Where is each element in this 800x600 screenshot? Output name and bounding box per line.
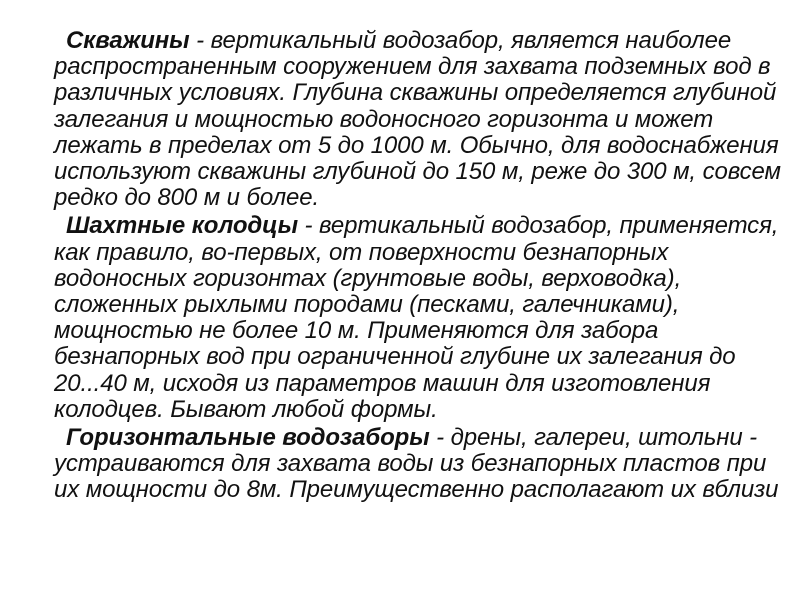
paragraph-horizontal-intakes-text: - дрены, галереи, штольни - устраиваются для захвата воды из безнапорных пластов при их мощности до 8м. Преимущественно располагают их вблизи bbox=[54, 424, 779, 504]
paragraph-shaft-wells bbox=[54, 213, 784, 423]
paragraph-shaft-wells-text: - вертикальный водозабор, применяется, как правило, во-первых, от поверхности безнапорных водоносных горизонтах (грунтовые воды, верховодка), сложенных рыхлыми породами (песками, галечниками), мощностью не более 10 м. Применяются для забора безнапорных вод при ограниченной глубине их залегания до 20...40 м, исходя из параметров машин для изготовления колодцев. Бывают любой формы. bbox=[54, 212, 779, 423]
paragraph-wells-text: - вертикальный водозабор, является наиболее распространенным сооружением для захвата подземных вод в различных условиях. Глубина скважины определяется глубиной залегания и мощностью водоносного горизонта и может лежать в пределах от 5 до 1000 м. Обычно, для водоснабжения используют скважины глубиной до 150 м, реже до 300 м, совсем редко до 800 м и более. bbox=[54, 27, 781, 212]
term-shaft-wells: Шахтные колодцы bbox=[66, 212, 298, 240]
term-wells: Скважины bbox=[66, 27, 190, 54]
term-horizontal-intakes: Горизонтальные водозаборы bbox=[66, 424, 430, 452]
text-body bbox=[54, 28, 784, 506]
paragraph-wells bbox=[54, 28, 784, 211]
paragraph-horizontal-intakes bbox=[54, 425, 784, 504]
